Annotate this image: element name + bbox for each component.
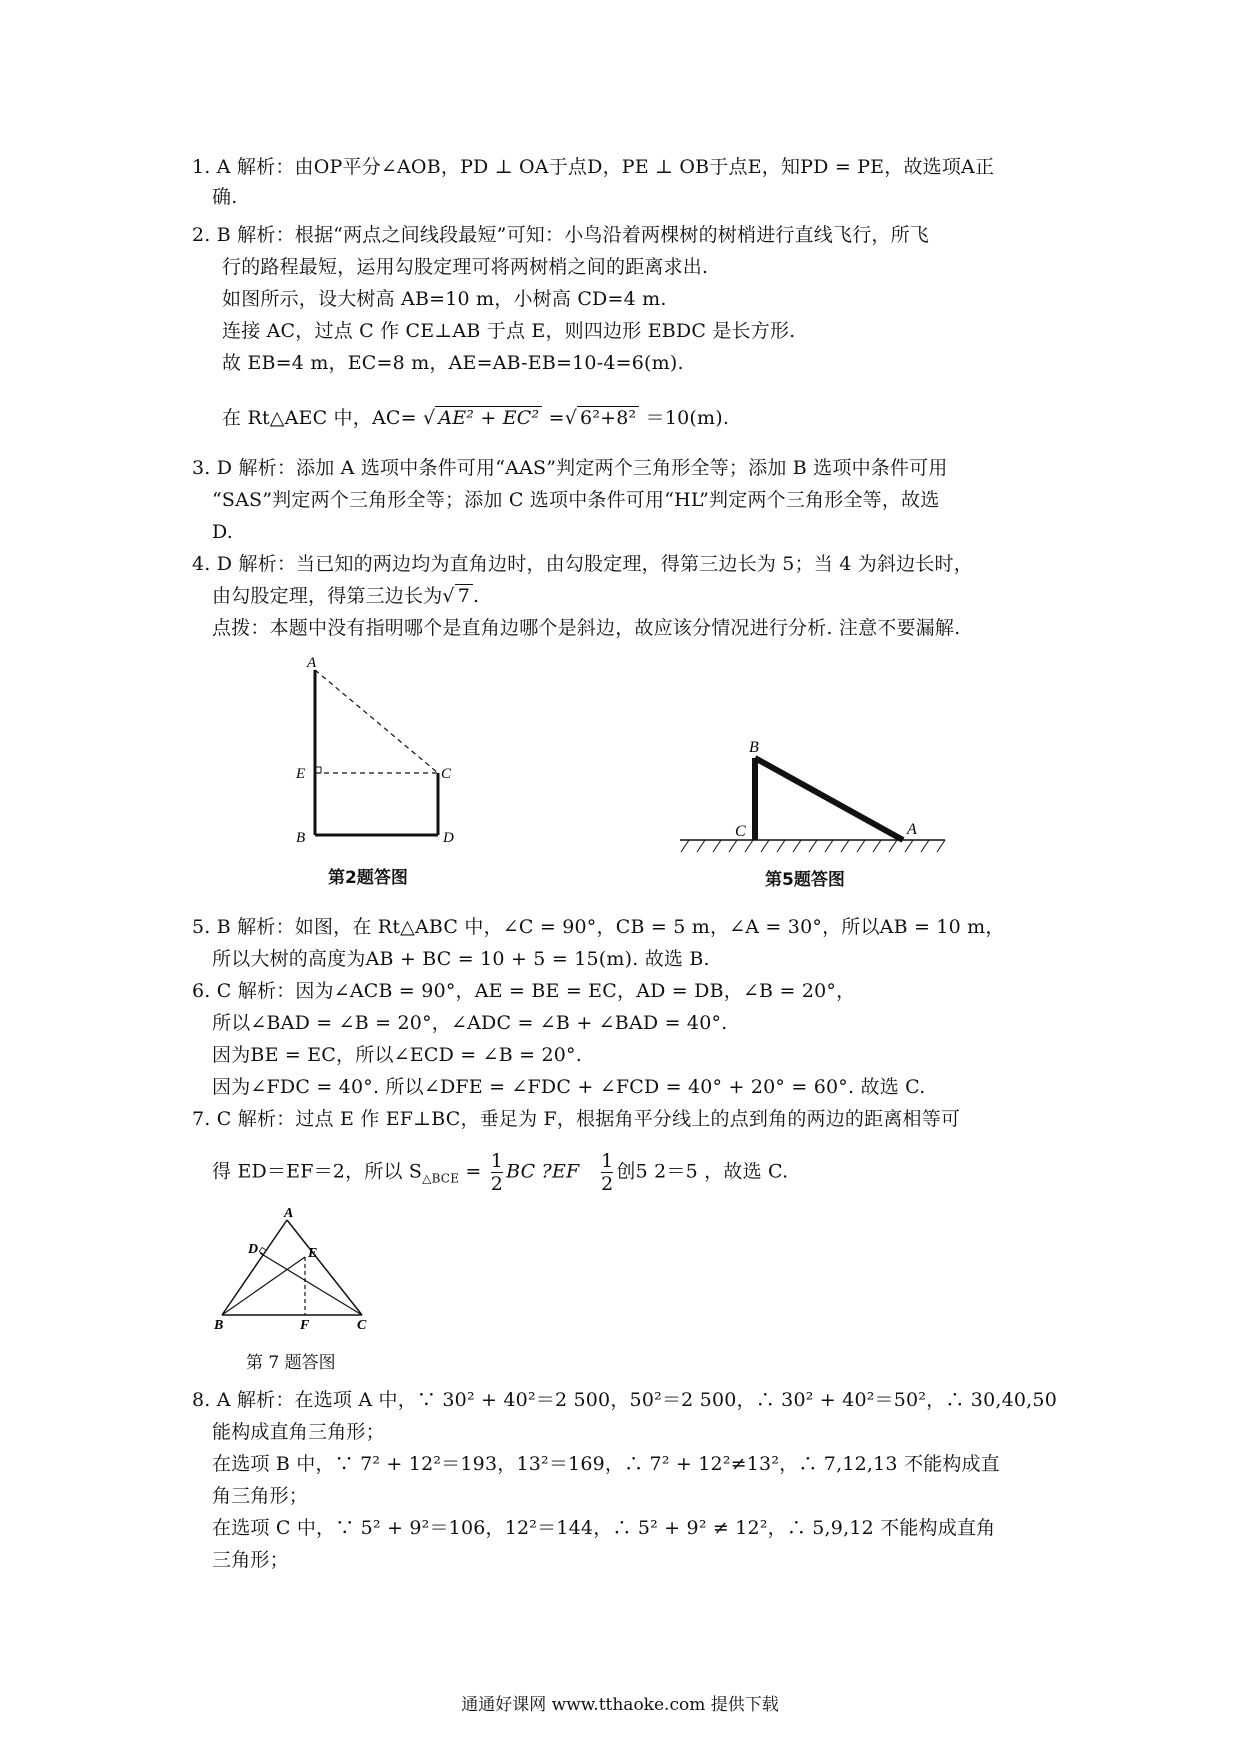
figure-7-diagram xyxy=(212,1205,372,1330)
sqrt-radicand-1: AE² + EC² xyxy=(435,406,542,429)
figure-7-caption: 第 7 题答图 xyxy=(246,1353,336,1373)
q4-line-3: 点拨：本题中没有指明哪个是直角边哪个是斜边，故应该分情况进行分析. 注意不要漏解. xyxy=(212,617,961,639)
sqrt-radicand-2: 6²+8² xyxy=(577,406,639,429)
fig2-label-c: C xyxy=(441,766,452,782)
fig2-label-a: A xyxy=(307,655,317,671)
q8-line-5: 在选项 C 中，∵ 5² + 9²＝106，12²＝144，∴ 5² + 9² ≠ 12²，∴ 5,9,12 不能构成直角 xyxy=(212,1517,996,1539)
fraction-half-2 xyxy=(601,1150,613,1195)
fig5-label-b: B xyxy=(749,739,759,756)
q2-line-6-suffix: ＝10(m). xyxy=(645,407,730,429)
q2-line-2: 行的路程最短，运用勾股定理可将两树梢之间的距离求出. xyxy=(222,256,709,278)
figure-2-diagram xyxy=(290,655,490,855)
q5-line-2: 所以大树的高度为AB + BC = 10 + 5 = 15(m). 故选 B. xyxy=(212,948,710,970)
q8-line-1: 8. A 解析：在选项 A 中，∵ 30² + 40²＝2 500，50²＝2 500，∴ 30² + 40²＝50²，∴ 30,40,50 xyxy=(192,1389,1058,1411)
q7-area-subscript: △BCE xyxy=(422,1171,460,1186)
q6-line-4: 因为∠FDC = 40°. 所以∠DFE = ∠FDC + ∠FCD = 40° + 20° = 60°. 故选 C. xyxy=(212,1076,926,1098)
sqrt-radicand-3: 7 xyxy=(455,584,473,607)
q2-line-3: 如图所示，设大树高 AB=10 m，小树高 CD=4 m. xyxy=(222,288,667,310)
q2-line-6 xyxy=(222,403,729,433)
q4-line-2 xyxy=(212,581,479,611)
q1-line-2: 确. xyxy=(212,186,238,208)
figure-2-caption: 第2题答图 xyxy=(328,868,408,888)
fig5-label-a: A xyxy=(907,821,917,838)
fraction-2-denominator: 2 xyxy=(601,1173,614,1195)
q7-line-2-suffix: 创5 2＝5 ，故选 C. xyxy=(616,1160,789,1183)
fig7-label-c: C xyxy=(357,1318,367,1330)
fig7-label-d: D xyxy=(248,1242,259,1257)
figure-5-caption: 第5题答图 xyxy=(765,870,845,890)
q6-line-2: 所以∠BAD = ∠B = 20°，∠ADC = ∠B + ∠BAD = 40°. xyxy=(212,1012,728,1034)
q6-line-3: 因为BE = EC，所以∠ECD = ∠B = 20°. xyxy=(212,1044,582,1066)
q4-line-1: 4. D 解析：当已知的两边均为直角边时，由勾股定理，得第三边长为 5；当 4 为斜边长时， xyxy=(192,553,973,575)
fig7-segment-be xyxy=(222,1257,305,1315)
fig2-label-e: E xyxy=(296,766,306,782)
q2-line-4: 连接 AC，过点 C 作 CE⊥AB 于点 E，则四边形 EBDC 是长方形. xyxy=(222,320,796,342)
q8-line-6: 三角形； xyxy=(212,1549,289,1571)
q7-line-2-mid: BC ?EF xyxy=(506,1160,580,1183)
q5-line-1: 5. B 解析：如图，在 Rt△ABC 中，∠C = 90°，CB = 5 m，∠A = 30°，所以AB = 10 m， xyxy=(192,916,1005,938)
fig5-hatching xyxy=(681,840,945,852)
fig7-label-b: B xyxy=(214,1318,224,1330)
fig2-dashed-ac xyxy=(315,670,438,773)
q3-line-3: D. xyxy=(212,521,233,543)
q7-line-1: 7. C 解析：过点 E 作 EF⊥BC，垂足为 F，根据角平分线上的点到角的两边的距离相等可 xyxy=(192,1108,961,1130)
fraction-1-numerator: 1 xyxy=(490,1150,504,1172)
q6-line-1: 6. C 解析：因为∠ACB = 90°，AE = BE = EC，AD = DB，∠B = 20°， xyxy=(192,980,856,1002)
q2-line-6-mid: = xyxy=(548,407,565,429)
fig7-segment-ac xyxy=(287,1220,362,1315)
fig7-segment-dc xyxy=(260,1253,362,1315)
q3-line-1: 3. D 解析：添加 A 选项中条件可用“AAS”判定两个三角形全等；添加 B 选项中条件可用 xyxy=(192,457,948,479)
fig2-label-d: D xyxy=(443,830,454,846)
q2-line-5: 故 EB=4 m，EC=8 m，AE=AB-EB=10-4=6(m). xyxy=(222,352,684,374)
fig2-label-b: B xyxy=(296,830,306,846)
fig5-label-c: C xyxy=(735,823,746,840)
q8-line-2: 能构成直角三角形； xyxy=(212,1421,385,1443)
fig5-segment-ba xyxy=(755,758,903,840)
q7-line-2 xyxy=(212,1150,788,1195)
q3-line-2: “SAS”判定两个三角形全等；添加 C 选项中条件可用“HL”判定两个三角形全等，故选 xyxy=(212,489,940,511)
sqrt-sign-2: √ xyxy=(564,407,578,429)
fig7-segment-ba xyxy=(222,1220,287,1315)
sqrt-sign-3: √ xyxy=(442,585,455,607)
fraction-2-numerator: 1 xyxy=(601,1150,614,1172)
fig7-label-a: A xyxy=(284,1206,294,1221)
sqrt-sign-1: √ xyxy=(423,407,436,429)
q8-line-3: 在选项 B 中，∵ 7² + 12²＝193，13²＝169，∴ 7² + 12²≠13²，∴ 7,12,13 不能构成直 xyxy=(212,1453,1000,1475)
fig7-label-f: F xyxy=(300,1318,310,1330)
fig7-label-e: E xyxy=(308,1246,318,1261)
figure-5-diagram xyxy=(675,730,960,855)
fraction-1-denominator: 2 xyxy=(490,1173,504,1195)
q7-equals: = xyxy=(459,1160,488,1183)
q4-line-2-prefix: 由勾股定理，得第三边长为 xyxy=(212,585,443,607)
q8-line-4: 角三角形； xyxy=(212,1485,309,1507)
page-footer: 通通好课网 www.tthaoke.com 提供下载 xyxy=(461,1695,779,1715)
q7-line-2-prefix: 得 ED＝EF＝2，所以 S xyxy=(212,1160,423,1183)
q4-line-2-suffix: . xyxy=(473,585,480,607)
q1-line-1: 1. A 解析：由OP平分∠AOB，PD ⊥ OA于点D，PE ⊥ OB于点E，知PD = PE，故选项A正 xyxy=(192,156,995,178)
fraction-half-1 xyxy=(491,1150,503,1195)
q2-line-1: 2. B 解析：根据“两点之间线段最短”可知：小鸟沿着两棵树的树梢进行直线飞行，所飞 xyxy=(192,224,929,246)
q2-line-6-prefix: 在 Rt△AEC 中，AC= xyxy=(222,407,417,429)
